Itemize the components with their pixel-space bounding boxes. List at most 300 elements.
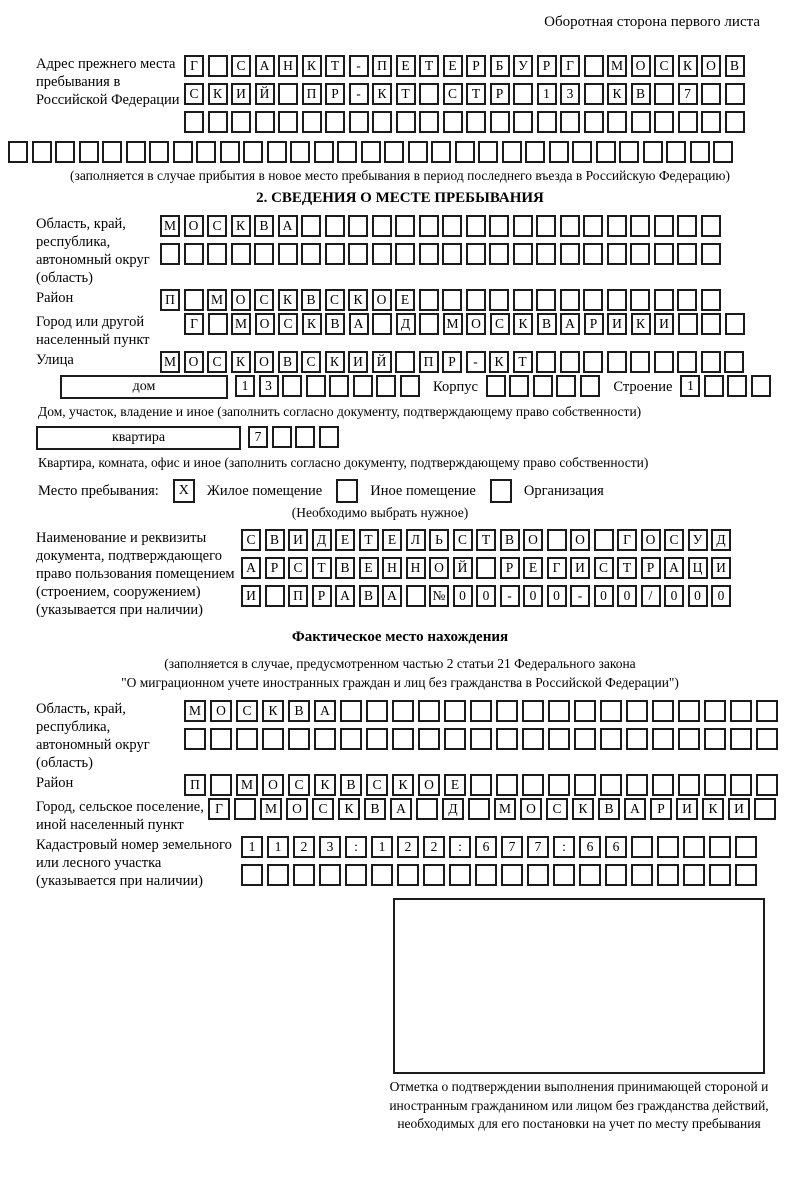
char-cell[interactable] [537,111,557,133]
char-cell[interactable]: П [288,585,308,607]
char-cell[interactable] [419,289,439,311]
char-cell[interactable] [701,313,721,335]
char-cell[interactable] [290,141,310,163]
char-cell[interactable]: А [624,798,646,820]
char-cell[interactable] [392,700,414,722]
char-cell[interactable] [678,700,700,722]
char-cell[interactable]: М [236,774,258,796]
char-cell[interactable]: М [443,313,463,335]
char-cell[interactable]: И [288,529,308,551]
char-cell[interactable]: В [335,557,355,579]
char-cell[interactable] [288,728,310,750]
prev-address-row-4[interactable] [8,141,792,163]
char-cell[interactable] [384,141,404,163]
char-cell[interactable] [522,774,544,796]
cadastral-row-2[interactable] [241,864,761,886]
char-cell[interactable]: Г [617,529,637,551]
char-cell[interactable] [630,351,650,373]
char-cell[interactable] [652,774,674,796]
char-cell[interactable]: К [278,289,298,311]
char-cell[interactable] [626,700,648,722]
char-cell[interactable] [431,141,451,163]
char-cell[interactable] [574,774,596,796]
char-cell[interactable]: Р [312,585,332,607]
char-cell[interactable] [210,774,232,796]
char-cell[interactable]: С [207,351,227,373]
char-cell[interactable]: С [184,83,204,105]
char-cell[interactable]: Ь [429,529,449,551]
char-cell[interactable] [548,700,570,722]
char-cell[interactable] [701,111,721,133]
char-cell[interactable] [654,215,674,237]
char-cell[interactable] [444,700,466,722]
char-cell[interactable]: 2 [423,836,445,858]
char-cell[interactable]: С [288,774,310,796]
char-cell[interactable] [32,141,52,163]
char-cell[interactable]: Г [184,55,204,77]
char-cell[interactable] [486,375,506,397]
char-cell[interactable] [654,351,674,373]
char-cell[interactable] [348,215,368,237]
char-cell[interactable] [583,351,603,373]
char-cell[interactable] [574,728,596,750]
char-cell[interactable]: К [231,215,251,237]
char-cell[interactable] [490,111,510,133]
char-cell[interactable]: - [466,351,486,373]
char-cell[interactable]: Г [560,55,580,77]
char-cell[interactable] [678,313,698,335]
char-cell[interactable]: О [641,529,661,551]
char-cell[interactable]: 0 [547,585,567,607]
char-cell[interactable]: О [286,798,308,820]
char-cell[interactable] [704,375,724,397]
char-cell[interactable]: И [728,798,750,820]
char-cell[interactable]: Р [641,557,661,579]
char-cell[interactable] [396,111,416,133]
char-cell[interactable] [527,864,549,886]
char-cell[interactable]: К [392,774,414,796]
char-cell[interactable] [372,313,392,335]
char-cell[interactable]: : [553,836,575,858]
char-cell[interactable]: С [654,55,674,77]
char-cell[interactable] [423,864,445,886]
char-cell[interactable]: А [255,55,275,77]
char-cell[interactable] [282,375,302,397]
char-cell[interactable] [572,141,592,163]
char-cell[interactable]: В [288,700,310,722]
char-cell[interactable] [600,774,622,796]
document-row-1[interactable] [241,529,735,551]
char-cell[interactable]: 1 [371,836,393,858]
char-cell[interactable] [231,111,251,133]
char-cell[interactable] [126,141,146,163]
char-cell[interactable]: А [335,585,355,607]
char-cell[interactable]: № [429,585,449,607]
char-cell[interactable] [236,728,258,750]
char-cell[interactable] [419,111,439,133]
char-cell[interactable] [704,700,726,722]
char-cell[interactable]: Е [359,557,379,579]
char-cell[interactable]: К [372,83,392,105]
char-cell[interactable]: В [598,798,620,820]
char-cell[interactable] [265,585,285,607]
char-cell[interactable] [207,243,227,265]
char-cell[interactable]: О [184,351,204,373]
char-cell[interactable] [631,864,653,886]
char-cell[interactable] [725,111,745,133]
char-cell[interactable]: 0 [664,585,684,607]
char-cell[interactable] [102,141,122,163]
char-cell[interactable] [184,111,204,133]
char-cell[interactable] [704,774,726,796]
char-cell[interactable] [278,83,298,105]
char-cell[interactable]: О [210,700,232,722]
fact-city-row[interactable] [208,798,780,820]
char-cell[interactable]: О [372,289,392,311]
char-cell[interactable] [654,83,674,105]
char-cell[interactable] [372,243,392,265]
char-cell[interactable]: С [594,557,614,579]
char-cell[interactable]: 0 [453,585,473,607]
street-row[interactable] [160,351,748,373]
char-cell[interactable]: В [359,585,379,607]
char-cell[interactable]: С [312,798,334,820]
char-cell[interactable] [548,774,570,796]
char-cell[interactable] [666,141,686,163]
char-cell[interactable]: - [349,83,369,105]
char-cell[interactable]: К [231,351,251,373]
region-row-2[interactable] [160,243,724,265]
apartment-cells[interactable] [248,426,342,448]
char-cell[interactable] [654,243,674,265]
cadastral-row-1[interactable] [241,836,761,858]
char-cell[interactable] [466,243,486,265]
char-cell[interactable] [478,141,498,163]
char-cell[interactable]: 6 [605,836,627,858]
char-cell[interactable]: Е [443,55,463,77]
char-cell[interactable] [8,141,28,163]
char-cell[interactable]: 1 [241,836,263,858]
char-cell[interactable]: С [288,557,308,579]
char-cell[interactable] [455,141,475,163]
char-cell[interactable]: 1 [267,836,289,858]
char-cell[interactable] [210,728,232,750]
char-cell[interactable]: О [701,55,721,77]
char-cell[interactable]: О [570,529,590,551]
char-cell[interactable] [443,111,463,133]
char-cell[interactable] [325,243,345,265]
char-cell[interactable]: К [631,313,651,335]
char-cell[interactable] [196,141,216,163]
char-cell[interactable] [652,700,674,722]
char-cell[interactable] [522,700,544,722]
char-cell[interactable] [513,83,533,105]
checkbox-zhiloe[interactable] [173,479,195,503]
char-cell[interactable] [553,864,575,886]
char-cell[interactable]: М [231,313,251,335]
char-cell[interactable] [513,215,533,237]
char-cell[interactable] [243,141,263,163]
char-cell[interactable]: Е [444,774,466,796]
char-cell[interactable]: А [349,313,369,335]
prev-address-row-2[interactable] [184,83,748,105]
char-cell[interactable] [395,351,415,373]
char-cell[interactable] [241,864,263,886]
char-cell[interactable]: И [607,313,627,335]
char-cell[interactable] [160,243,180,265]
char-cell[interactable]: 0 [594,585,614,607]
char-cell[interactable] [560,351,580,373]
char-cell[interactable] [730,728,752,750]
char-cell[interactable]: О [631,55,651,77]
char-cell[interactable]: А [278,215,298,237]
char-cell[interactable] [533,375,553,397]
char-cell[interactable] [306,375,326,397]
char-cell[interactable]: О [231,289,251,311]
region-row-1[interactable] [160,215,724,237]
char-cell[interactable] [444,728,466,750]
char-cell[interactable]: М [160,215,180,237]
char-cell[interactable]: А [241,557,261,579]
char-cell[interactable]: В [254,215,274,237]
char-cell[interactable]: В [278,351,298,373]
char-cell[interactable]: Д [312,529,332,551]
char-cell[interactable] [466,289,486,311]
char-cell[interactable] [267,141,287,163]
char-cell[interactable]: С [231,55,251,77]
char-cell[interactable] [208,313,228,335]
char-cell[interactable] [626,774,648,796]
char-cell[interactable]: 2 [397,836,419,858]
char-cell[interactable]: - [500,585,520,607]
char-cell[interactable] [325,111,345,133]
char-cell[interactable] [525,141,545,163]
checkbox-inoe[interactable] [336,479,358,503]
char-cell[interactable] [184,289,204,311]
char-cell[interactable]: К [702,798,724,820]
char-cell[interactable] [340,728,362,750]
char-cell[interactable]: Й [372,351,392,373]
char-cell[interactable]: К [348,289,368,311]
char-cell[interactable]: С [301,351,321,373]
char-cell[interactable] [522,728,544,750]
char-cell[interactable] [709,864,731,886]
char-cell[interactable] [630,289,650,311]
char-cell[interactable] [490,479,512,503]
char-cell[interactable]: Д [711,529,731,551]
char-cell[interactable]: Т [396,83,416,105]
char-cell[interactable] [345,864,367,886]
char-cell[interactable]: Ц [688,557,708,579]
char-cell[interactable] [366,700,388,722]
char-cell[interactable]: М [184,700,206,722]
char-cell[interactable] [584,83,604,105]
char-cell[interactable] [579,864,601,886]
char-cell[interactable]: В [265,529,285,551]
prev-address-row-1[interactable] [184,55,748,77]
char-cell[interactable] [419,243,439,265]
char-cell[interactable]: П [419,351,439,373]
char-cell[interactable] [607,351,627,373]
char-cell[interactable] [489,289,509,311]
char-cell[interactable]: Т [513,351,533,373]
char-cell[interactable]: Б [490,55,510,77]
char-cell[interactable] [442,215,462,237]
char-cell[interactable] [337,141,357,163]
char-cell[interactable] [536,215,556,237]
char-cell[interactable] [683,836,705,858]
char-cell[interactable] [340,700,362,722]
char-cell[interactable] [319,864,341,886]
char-cell[interactable]: С [664,529,684,551]
char-cell[interactable] [584,111,604,133]
char-cell[interactable]: С [546,798,568,820]
char-cell[interactable]: Р [490,83,510,105]
char-cell[interactable] [677,351,697,373]
char-cell[interactable] [278,111,298,133]
char-cell[interactable]: К [572,798,594,820]
char-cell[interactable]: К [489,351,509,373]
char-cell[interactable] [560,111,580,133]
char-cell[interactable]: И [711,557,731,579]
char-cell[interactable] [751,375,771,397]
char-cell[interactable] [605,864,627,886]
char-cell[interactable] [366,728,388,750]
fact-region-row-2[interactable] [184,728,782,750]
char-cell[interactable] [677,215,697,237]
char-cell[interactable]: Р [584,313,604,335]
char-cell[interactable]: И [241,585,261,607]
char-cell[interactable]: О [429,557,449,579]
char-cell[interactable]: О [184,215,204,237]
char-cell[interactable]: / [641,585,661,607]
char-cell[interactable]: К [513,313,533,335]
char-cell[interactable] [397,864,419,886]
char-cell[interactable] [536,351,556,373]
char-cell[interactable]: Т [466,83,486,105]
char-cell[interactable]: К [325,351,345,373]
char-cell[interactable]: Г [208,798,230,820]
char-cell[interactable] [701,289,721,311]
char-cell[interactable]: Т [359,529,379,551]
char-cell[interactable] [654,289,674,311]
char-cell[interactable] [468,798,490,820]
char-cell[interactable] [372,111,392,133]
char-cell[interactable] [677,243,697,265]
char-cell[interactable]: В [500,529,520,551]
char-cell[interactable] [149,141,169,163]
char-cell[interactable] [475,864,497,886]
char-cell[interactable]: В [537,313,557,335]
document-row-3[interactable] [241,585,735,607]
char-cell[interactable] [683,864,705,886]
char-cell[interactable]: У [688,529,708,551]
char-cell[interactable] [513,243,533,265]
char-cell[interactable]: В [725,55,745,77]
char-cell[interactable] [361,141,381,163]
char-cell[interactable]: - [570,585,590,607]
char-cell[interactable]: 1 [680,375,700,397]
char-cell[interactable] [735,864,757,886]
char-cell[interactable]: О [254,351,274,373]
char-cell[interactable]: Е [382,529,402,551]
char-cell[interactable]: И [654,313,674,335]
char-cell[interactable] [560,243,580,265]
char-cell[interactable] [466,215,486,237]
char-cell[interactable] [709,836,731,858]
char-cell[interactable]: 7 [501,836,523,858]
char-cell[interactable] [372,215,392,237]
char-cell[interactable] [574,700,596,722]
char-cell[interactable] [349,111,369,133]
char-cell[interactable] [678,111,698,133]
char-cell[interactable]: О [523,529,543,551]
char-cell[interactable]: В [340,774,362,796]
char-cell[interactable]: К [338,798,360,820]
char-cell[interactable] [79,141,99,163]
char-cell[interactable] [548,728,570,750]
char-cell[interactable] [600,728,622,750]
char-cell[interactable]: : [449,836,471,858]
char-cell[interactable]: К [314,774,336,796]
stroenie-cells[interactable] [680,375,774,397]
korpus-cells[interactable] [486,375,604,397]
char-cell[interactable] [319,426,339,448]
char-cell[interactable]: Т [476,529,496,551]
char-cell[interactable]: О [466,313,486,335]
char-cell[interactable]: К [302,55,322,77]
char-cell[interactable]: С [254,289,274,311]
char-cell[interactable] [418,728,440,750]
char-cell[interactable]: С [241,529,261,551]
char-cell[interactable]: М [607,55,627,77]
char-cell[interactable]: И [570,557,590,579]
char-cell[interactable]: Р [500,557,520,579]
char-cell[interactable]: Г [547,557,567,579]
char-cell[interactable] [713,141,733,163]
char-cell[interactable] [301,215,321,237]
char-cell[interactable]: 0 [688,585,708,607]
char-cell[interactable]: 3 [560,83,580,105]
char-cell[interactable] [496,774,518,796]
char-cell[interactable]: Д [442,798,464,820]
house-number-cells[interactable] [235,375,423,397]
char-cell[interactable]: 0 [617,585,637,607]
char-cell[interactable]: Р [265,557,285,579]
char-cell[interactable] [376,375,396,397]
char-cell[interactable] [701,351,721,373]
char-cell[interactable] [406,585,426,607]
char-cell[interactable] [600,700,622,722]
char-cell[interactable]: 1 [537,83,557,105]
char-cell[interactable] [701,83,721,105]
char-cell[interactable] [735,836,757,858]
char-cell[interactable] [220,141,240,163]
char-cell[interactable]: Й [453,557,473,579]
char-cell[interactable] [677,289,697,311]
char-cell[interactable]: Р [442,351,462,373]
char-cell[interactable]: Е [396,55,416,77]
char-cell[interactable]: С [207,215,227,237]
char-cell[interactable] [607,215,627,237]
char-cell[interactable] [756,700,778,722]
char-cell[interactable]: 7 [527,836,549,858]
char-cell[interactable]: П [184,774,206,796]
char-cell[interactable] [754,798,776,820]
char-cell[interactable]: С [366,774,388,796]
char-cell[interactable] [607,243,627,265]
char-cell[interactable] [652,728,674,750]
